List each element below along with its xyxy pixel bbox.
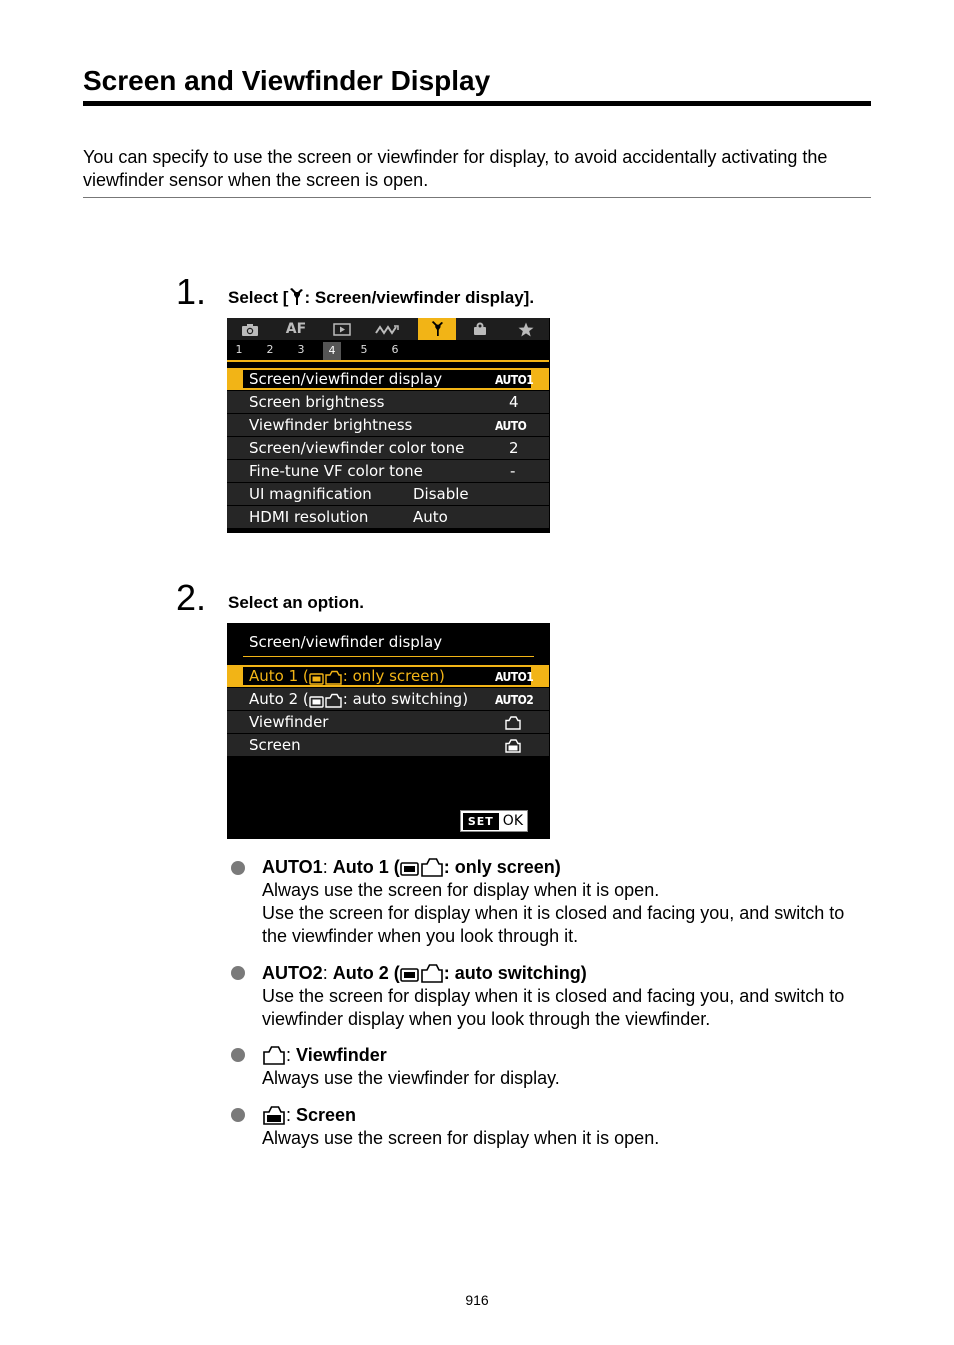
option-heading: AUTO1: Auto 1 ( : only screen) xyxy=(262,857,561,877)
screen-viewfinder-icon xyxy=(309,693,343,708)
step-1-text-before: Select [ xyxy=(228,288,289,307)
menu-item-ui-magnification[interactable] xyxy=(227,483,549,506)
screen-icon xyxy=(505,739,521,753)
intro-paragraph: You can specify to use the screen or viewfinder for display, to avoid accidentally activating the viewfinder sensor when the screen is open. xyxy=(83,146,871,198)
menu-item-color-tone[interactable] xyxy=(227,437,549,460)
page-tab-1[interactable]: 1 xyxy=(235,343,243,356)
option-heading: : Screen xyxy=(262,1104,872,1127)
option-label: Auto 1 ( : only screen) xyxy=(249,667,445,685)
playback-icon xyxy=(333,323,351,336)
camera-icon xyxy=(241,323,259,336)
option-label: Screen xyxy=(249,736,301,754)
menu-item-value: AUTO xyxy=(495,419,527,433)
page-tab-4[interactable]: 4 xyxy=(323,342,341,360)
step-2-text: Select an option. xyxy=(228,593,365,612)
screen-viewfinder-icon xyxy=(400,963,444,983)
menu-item-screen-brightness[interactable] xyxy=(227,391,549,414)
menu-item-fine-tune-vf[interactable] xyxy=(227,460,549,483)
option-desc-viewfinder xyxy=(262,1044,872,1090)
tab-shooting[interactable] xyxy=(235,318,265,340)
step-1-number: 1. xyxy=(176,271,207,312)
page-tab-2[interactable]: 2 xyxy=(266,343,274,356)
custom-functions-icon xyxy=(471,322,489,336)
tab-playback[interactable] xyxy=(327,318,357,340)
step-1-text-after: : Screen/viewfinder display]. xyxy=(304,288,535,307)
tab-my-menu[interactable] xyxy=(511,318,541,340)
screen-viewfinder-icon xyxy=(309,670,343,685)
page-tab-6[interactable]: 6 xyxy=(391,343,399,356)
option-description: Always use the screen for display when it is open. xyxy=(262,880,660,900)
option-viewfinder[interactable] xyxy=(227,711,549,734)
menu-item-label: Viewfinder brightness xyxy=(249,416,413,434)
menu-item-screen-viewfinder-display[interactable] xyxy=(227,368,549,391)
camera-option-screen xyxy=(227,623,550,839)
star-icon xyxy=(518,322,534,337)
viewfinder-icon xyxy=(505,716,521,730)
page-tab-5[interactable]: 5 xyxy=(360,343,368,356)
menu-item-label: Screen brightness xyxy=(249,393,385,411)
option-description: Use the screen for display when it is closed and facing you, and switch to the viewfinder when you look through it. xyxy=(262,903,845,946)
option-desc-screen xyxy=(262,1104,872,1150)
option-auto2[interactable] xyxy=(227,688,549,711)
menu-item-label: Screen/viewfinder color tone xyxy=(249,439,465,457)
option-desc-auto2 xyxy=(262,962,872,1031)
bullet-icon xyxy=(231,1048,245,1062)
menu-item-label: Screen/viewfinder display xyxy=(249,370,443,388)
tab-setup[interactable] xyxy=(418,318,456,340)
page-number: 916 xyxy=(465,1292,489,1308)
title-divider xyxy=(243,656,534,657)
bullet-icon xyxy=(231,966,245,980)
screen-viewfinder-icon xyxy=(400,857,444,877)
bullet-icon xyxy=(231,1108,245,1122)
tab-wireless[interactable] xyxy=(372,318,402,340)
option-heading: : Viewfinder xyxy=(262,1044,872,1067)
menu-item-label: HDMI resolution xyxy=(249,508,369,526)
option-screen[interactable] xyxy=(227,734,549,757)
tab-af[interactable]: AF xyxy=(285,321,307,337)
wrench-icon xyxy=(430,321,444,337)
option-auto1[interactable] xyxy=(227,665,549,688)
ok-label: OK xyxy=(502,813,523,829)
menu-item-value: 4 xyxy=(509,393,519,411)
page-title: Screen and Viewfinder Display xyxy=(83,64,871,106)
set-label: SET xyxy=(463,813,499,830)
menu-page-tabs xyxy=(227,340,549,362)
tab-custom-functions[interactable] xyxy=(465,318,495,340)
menu-item-viewfinder-brightness[interactable] xyxy=(227,414,549,437)
option-screen-title: Screen/viewfinder display xyxy=(249,633,443,651)
menu-item-label: UI magnification xyxy=(249,485,372,503)
screen-icon xyxy=(262,1105,286,1125)
menu-tab-bar xyxy=(227,318,549,340)
menu-item-value: Disable xyxy=(413,485,469,503)
option-description: Always use the screen for display when it is open. xyxy=(262,1128,660,1148)
step-1-text xyxy=(228,287,534,309)
menu-item-hdmi-resolution[interactable] xyxy=(227,506,549,529)
option-description: Use the screen for display when it is closed and facing you, and switch to viewfinder display when you look through the viewfinder. xyxy=(262,986,845,1029)
menu-item-value: Auto xyxy=(413,508,448,526)
auto1-badge: AUTO1 xyxy=(495,670,534,684)
set-ok-button[interactable] xyxy=(460,810,528,832)
menu-item-value: 2 xyxy=(509,439,519,457)
page-tab-3[interactable]: 3 xyxy=(297,343,305,356)
wrench-icon xyxy=(288,288,304,306)
menu-item-label: Fine-tune VF color tone xyxy=(249,462,423,480)
viewfinder-icon xyxy=(262,1045,286,1065)
option-label: Viewfinder xyxy=(249,713,329,731)
option-description: Always use the viewfinder for display. xyxy=(262,1068,560,1088)
wireless-icon xyxy=(375,323,399,336)
camera-menu-screen-setup xyxy=(227,318,550,533)
option-heading: AUTO2: Auto 2 ( : auto switching) xyxy=(262,963,587,983)
option-label: Auto 2 ( : auto switching) xyxy=(249,690,469,708)
auto1-badge: AUTO1 xyxy=(495,373,534,387)
option-desc-auto1 xyxy=(262,856,872,948)
menu-item-value: - xyxy=(510,462,516,480)
bullet-icon xyxy=(231,861,245,875)
step-2-number: 2. xyxy=(176,577,207,618)
auto2-badge: AUTO2 xyxy=(495,693,534,707)
